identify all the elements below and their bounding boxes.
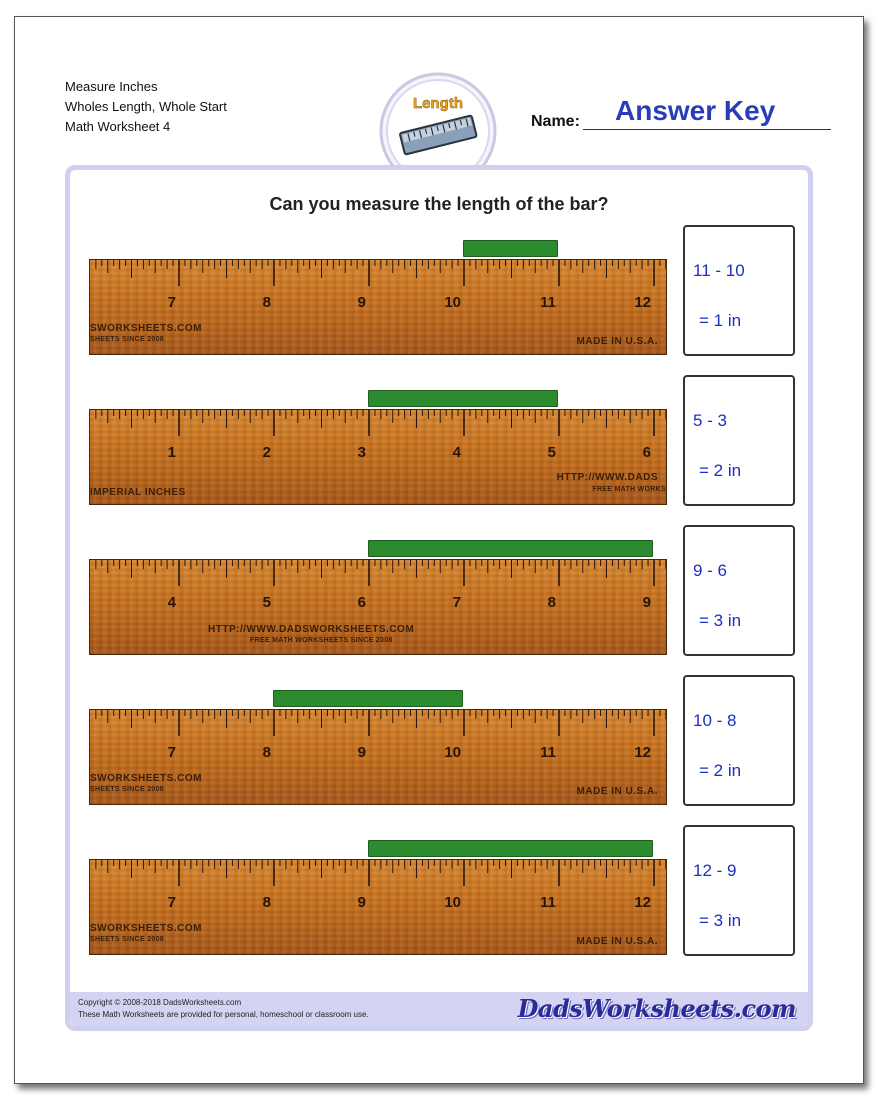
ruler-number: 11 — [540, 294, 556, 311]
footer — [70, 992, 808, 1026]
measured-bar — [463, 240, 558, 257]
ruler-number: 1 — [167, 444, 176, 461]
ruler-number: 6 — [357, 594, 366, 611]
problem-row — [70, 375, 808, 507]
copyright-line: Copyright © 2008-2018 DadsWorksheets.com — [78, 998, 242, 1007]
problem-row — [70, 825, 808, 957]
answer-equation: 12 - 9 — [693, 861, 737, 880]
problem-row — [70, 225, 808, 357]
ruler — [89, 709, 667, 805]
ruler-number: 8 — [262, 294, 271, 311]
ruler-imprint-right: MADE IN U.S.A. — [576, 336, 658, 347]
ruler-number: 10 — [444, 744, 461, 761]
answer-result: = 3 in — [699, 911, 742, 930]
answer-equation: 10 - 8 — [693, 711, 737, 730]
ruler-imprint-center: HTTP://WWW.DADSWORKSHEETS.COM — [208, 624, 415, 635]
ruler-number: 9 — [357, 894, 366, 911]
answer-key-text: Answer Key — [615, 95, 776, 126]
title-line-1: Measure Inches — [65, 79, 158, 94]
logo-top-text: Length — [413, 95, 463, 112]
title-line-2: Wholes Length, Whole Start — [65, 99, 227, 114]
ruler-number: 6 — [642, 444, 651, 461]
ruler-imprint-right: MADE IN U.S.A. — [576, 786, 658, 797]
ruler — [89, 559, 667, 655]
answer-box — [683, 525, 795, 656]
ruler-number: 8 — [262, 744, 271, 761]
ruler-imprint-right-sub: FREE MATH WORKS — [592, 486, 666, 493]
answer-equation: 9 - 6 — [693, 561, 728, 580]
worksheet-page — [14, 16, 864, 1084]
measured-bar — [273, 690, 463, 707]
usage-notice: These Math Worksheets are provided for personal, homeschool or classroom use. — [78, 1010, 369, 1019]
problem-row — [70, 675, 808, 807]
worksheet-title-block — [65, 77, 227, 137]
ruler-number: 7 — [452, 594, 461, 611]
ruler-number: 7 — [167, 894, 176, 911]
name-line — [583, 129, 831, 130]
answer-result: = 3 in — [699, 611, 742, 630]
ruler-imprint-left-sub: SHEETS SINCE 2008 — [90, 786, 164, 793]
copyright-text — [78, 997, 369, 1021]
ruler-number: 12 — [634, 294, 651, 311]
ruler-imprint-right: MADE IN U.S.A. — [576, 936, 658, 947]
answer-equation: 11 - 10 — [693, 261, 745, 280]
measured-bar — [368, 390, 558, 407]
ruler-number: 2 — [262, 444, 271, 461]
ruler-number: 4 — [452, 444, 461, 461]
answer-equation: 5 - 3 — [693, 411, 728, 430]
ruler-number: 8 — [547, 594, 556, 611]
ruler-imprint-left-sub: SHEETS SINCE 2008 — [90, 936, 164, 943]
ruler-number: 3 — [357, 444, 366, 461]
ruler-imprint-left-sub: SHEETS SINCE 2008 — [90, 336, 164, 343]
ruler-number: 7 — [167, 744, 176, 761]
ruler-number: 10 — [444, 894, 461, 911]
ruler-number: 11 — [540, 744, 556, 761]
problems-panel — [65, 165, 813, 1031]
answer-box — [683, 375, 795, 506]
answer-result: = 2 in — [699, 461, 742, 480]
dadsworksheets-logo: DadsWorksheets.com — [517, 994, 796, 1023]
ruler-imprint-center-sub: FREE MATH WORKSHEETS SINCE 2008 — [250, 637, 393, 644]
ruler-number: 8 — [262, 894, 271, 911]
ruler — [89, 859, 667, 955]
ruler — [89, 259, 667, 355]
ruler-number: 12 — [634, 744, 651, 761]
ruler-number: 9 — [642, 594, 651, 611]
ruler-number: 9 — [357, 294, 366, 311]
ruler — [89, 409, 667, 505]
problem-row — [70, 525, 808, 657]
ruler-number: 10 — [444, 294, 461, 311]
ruler-number: 5 — [547, 444, 556, 461]
answer-box — [683, 675, 795, 806]
ruler-imprint-left: SWORKSHEETS.COM — [90, 323, 202, 334]
ruler-imprint-left: SWORKSHEETS.COM — [90, 773, 202, 784]
title-line-3: Math Worksheet 4 — [65, 119, 171, 134]
ruler-number: 11 — [540, 894, 556, 911]
question-heading: Can you measure the length of the bar? — [269, 194, 609, 214]
ruler-number: 7 — [167, 294, 176, 311]
ruler-imprint-left: SWORKSHEETS.COM — [90, 923, 202, 934]
answer-box — [683, 225, 795, 356]
ruler-imprint-right: HTTP://WWW.DADS — [556, 472, 658, 483]
name-field — [531, 95, 833, 135]
answer-box — [683, 825, 795, 956]
measured-bar — [368, 540, 653, 557]
ruler-number: 12 — [634, 894, 651, 911]
measured-bar — [368, 840, 653, 857]
answer-result: = 2 in — [699, 761, 742, 780]
ruler-number: 4 — [167, 594, 176, 611]
ruler-number: 9 — [357, 744, 366, 761]
answer-result: = 1 in — [699, 311, 742, 330]
name-label: Name: — [531, 113, 580, 130]
ruler-number: 5 — [262, 594, 271, 611]
ruler-imprint-left: IMPERIAL INCHES — [90, 487, 186, 498]
